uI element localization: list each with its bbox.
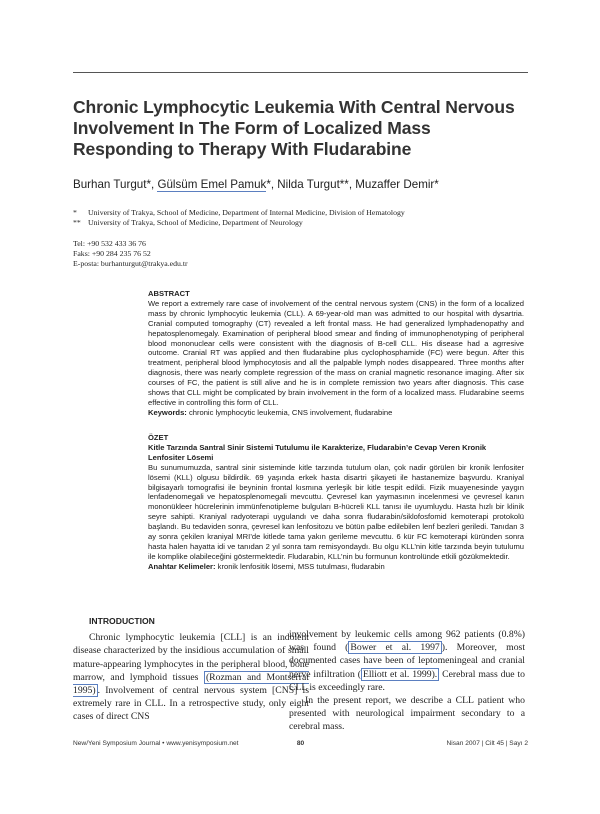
author-rest: *, Nilda Turgut**, Muzaffer Demir* xyxy=(266,178,439,191)
ozet-keywords-label: Anahtar Kelimeler: xyxy=(148,561,216,571)
page-number: 80 xyxy=(296,740,305,747)
ozet-keywords xyxy=(148,562,524,572)
keywords-label: Keywords: xyxy=(148,407,187,417)
keywords-text: chronic lymphocytic leukemia, CNS involvement, fludarabine xyxy=(186,407,393,417)
abstract-text: We report a extremely rare case of involvement of the central nervous system (CNS) in the form of a localized mass by chronic lymphocytic leukemia (CLL). A 69-year-old man was admitted to our hospital with dysartria. Cranial computed tomography (CT) revealed a left frontal mass. He had generalized lymphadenopathy and hepatosplenomegaly. Examination of peripheral blood smear and finding of immunophenotyping of peripheral blood mononuclear cells were consistent with the diagnosis of B-cell CLL. His disease had a agrresive outcome. Cranial RT was applied and then fludarabine plus cyclophosphamide (FC) were begun. After this treatment, peripheral blood lymphocytosis and all the palpable lymph nodes disappeared. Three months after diagnosis, there was nearly complete regression of the mass on cranial magnetic resonance imaging. After six courses of FC, the patient is still alive and he is in complete remission two years after diagnosis. This case shows that CLL might be complicated by brain involvement in the form of a localized mass. Fludarabine seems effective in controlling this form of CLL. xyxy=(148,298,524,407)
affiliation-text: University of Trakya, School of Medicine, Department of Internal Medicine, Division of Hematology xyxy=(88,208,405,217)
phone: Tel: +90 532 433 36 76 xyxy=(73,239,146,248)
intro-paragraph-2: In the present report, we describe a CLL patient who presented with neurological impairment secondary to a cerebral mass. xyxy=(289,695,525,733)
affiliation-text: University of Trakya, School of Medicine, Department of Neurology xyxy=(88,218,303,227)
intro-text: Cerebral mass due to CLL is exceedingly rare. xyxy=(289,668,526,693)
abstract-heading: ABSTRACT xyxy=(148,289,190,298)
author-1: Burhan Turgut*, xyxy=(73,178,158,191)
citation-link[interactable]: Bower et al. 1997 xyxy=(350,642,440,654)
footer-issue: Nisan 2007 | Cilt 45 | Sayı 2 xyxy=(446,740,528,747)
body-column-right xyxy=(289,628,525,734)
ozet-section xyxy=(148,433,524,572)
page-footer xyxy=(73,740,528,747)
intro-text: Chronic lymphocytic leukemia [CLL] is an indolent disease characterized by the insidious accumulation of small mature-appearing lymphocytes in the peripheral blood, bone marrow, and lymphoid tissues xyxy=(73,632,309,683)
top-rule xyxy=(73,72,528,73)
intro-text: involvement by leukemic cells among 962 patients (0.8%) was found ( xyxy=(289,629,525,654)
ozet-keywords-text: kronik lenfositik lösemi, MSS tutulması, fludarabin xyxy=(215,561,385,571)
ozet-heading: ÖZET xyxy=(148,433,169,442)
article-title: Chronic Lymphocytic Leukemia With Central Nervous Involvement In The Form of Localized Mass Responding to Therapy With Fludarabine xyxy=(73,97,515,159)
citation-link[interactable]: Elliott et al. 1999). xyxy=(362,668,438,680)
abstract-section xyxy=(148,289,524,418)
intro-paragraph-1 xyxy=(73,631,309,723)
author-list xyxy=(73,178,543,191)
affiliation-mark: * xyxy=(73,208,77,217)
intro-text: ). Moreover, most documented cases have been of leptomeningeal and cranial nerve infiltration ( xyxy=(289,642,526,680)
author-2-link[interactable]: Gülsüm Emel Pamuk xyxy=(157,178,267,191)
affiliations xyxy=(73,208,543,228)
ozet-title: Kitle Tarzında Santral Sinir Sistemi Tutulumu ile Karakterize, Fludarabin’e Cevap Veren Kronik Lenfositer Lösemi xyxy=(148,442,487,462)
abstract-keywords xyxy=(148,408,524,418)
citation-link[interactable]: (Rozman and Montserrat 1995) xyxy=(73,671,309,697)
affiliation-mark: ** xyxy=(73,218,81,227)
introduction-heading: INTRODUCTION xyxy=(89,616,155,626)
email: E-posta: burhanturgut@trakya.edu.tr xyxy=(73,259,188,268)
contact-info xyxy=(73,239,188,269)
affiliation-1 xyxy=(73,208,543,218)
ozet-text: Bu sunumumuzda, santral sinir sisteminde kitle tarzında tutulum olan, çok nadir görülen bir kronik lenfositer lösemi (KLL) olgusu bildirdik. 69 yaşında erkek hasta disartri şikayeti ile hastanemize başvurdu. Kraniyal bilgisayarlı tomografisi ile beyninin frontal kısmına yerleşik bir kitle tespit edildi. Fizik muayenesinde yaygın lenfadenomegali ve hepatosplenomegali mevcuttu. Çevresel kan yaymasının incelenmesi ve çevresel kanın mononükleer hücrelerinin immünfenotipleme bulguları B-hücreli KLL tanısı ile uyumluydu. Hasta hızlı bir klinik seyre sahipti. Kraniyal radyoterapi uygulandı ve daha sonra fludarabin/siklofosfomid kemoterapi protokolü başlandı. Bu tedaviden sonra, çevresel kan lenfositozu ve bütün palbe edilebilen lenf bezleri geriledi. Tanıdan 3 ay sonra çekilen kraniyal MRI’de kitlede tama yakın gerileme mevcuttu. 6 kür FC kemoterapi küründen sonra hasta halen hayatta idi ve tanıdan 2 yıl sonra tam remisyondaydı. Bu olgu KLL’nin kitle tarzında beyin tutulumu ile komplike olabileceğini göstermektedir. Fludarabin, KLL’nin bu formunun kontrolünde etkili gözükmektedir. xyxy=(148,462,524,561)
footer-journal: New/Yeni Symposium Journal • www.yenisymposium.net xyxy=(73,740,239,747)
affiliation-2 xyxy=(73,218,543,228)
intro-text: . Involvement of central nervous system [CNS] is extremely rare in CLL. In a retrospective study, only eight cases of direct CNS xyxy=(73,685,309,723)
fax: Faks: +90 284 235 76 52 xyxy=(73,249,151,258)
body-column-left xyxy=(73,615,309,724)
intro-paragraph-cont xyxy=(289,628,525,694)
